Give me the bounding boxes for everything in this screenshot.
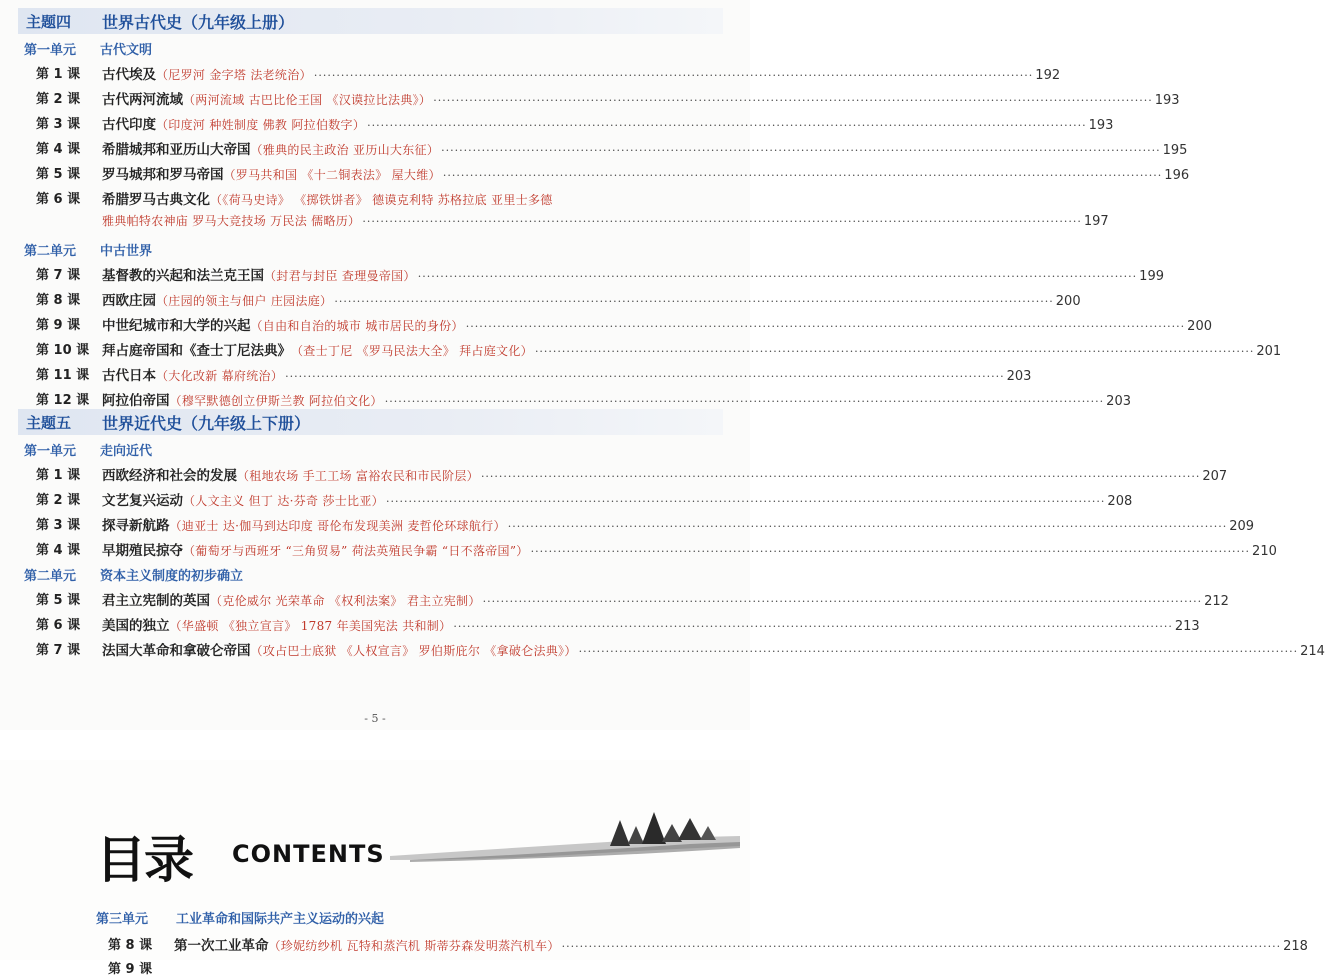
page-ref: 193 (1088, 118, 1114, 133)
lesson-number: 第 5 课 (36, 167, 81, 182)
unit-name: 古代文明 (100, 43, 153, 58)
toc-entry[interactable] (0, 539, 1277, 559)
page-ref: 210 (1252, 544, 1277, 559)
lesson-title: 美国的独立 (102, 618, 170, 634)
theme-number: 主题五 (26, 414, 72, 432)
lesson-keywords: （两河流域 古巴比伦王国 《汉谟拉比法典》） (183, 93, 432, 107)
lesson-title: 早期殖民掠夺 (102, 543, 183, 559)
toc-page-next (0, 760, 1308, 977)
unit-name: 工业革命和国际共产主义运动的兴起 (176, 912, 385, 927)
dot-leader (481, 595, 1204, 608)
page-ref: 213 (1174, 619, 1200, 634)
lesson-title: 古代两河流域 (102, 92, 183, 108)
dot-leader (283, 370, 1006, 383)
lesson-title: 罗马城邦和罗马帝国 (102, 167, 224, 183)
unit-number: 第三单元 (96, 912, 149, 927)
toc-entry[interactable] (0, 489, 1133, 509)
unit-header (24, 39, 153, 58)
lesson-number: 第 9 课 (108, 962, 153, 977)
toc-entry[interactable] (0, 163, 1190, 183)
toc-entry[interactable] (0, 188, 700, 208)
page-ref: 214 (1300, 644, 1325, 659)
page-ref: 200 (1055, 294, 1081, 309)
lesson-number: 第 7 课 (36, 643, 81, 658)
toc-entry[interactable] (0, 314, 1212, 334)
lesson-keywords: （攻占巴士底狱 《人权宣言》 罗伯斯庇尔 《拿破仑法典》） (250, 644, 577, 658)
lesson-title: 西欧庄园 (102, 293, 156, 309)
lesson-title: 希腊罗马古典文化 (102, 192, 210, 208)
lesson-title: 古代日本 (102, 368, 156, 384)
dot-leader (383, 395, 1106, 408)
lesson-number: 第 1 课 (36, 468, 81, 483)
lesson-number: 第 1 课 (36, 67, 81, 82)
heading-en: CONTENTS (232, 840, 385, 868)
lesson-keywords: （租地农场 手工工场 富裕农民和市民阶层） (237, 469, 479, 483)
toc-entry[interactable] (0, 514, 1255, 534)
dot-leader (560, 940, 1283, 953)
page-ref: 197 (1083, 214, 1109, 229)
page-ref: 203 (1106, 394, 1131, 409)
lesson-keywords: （自由和自治的城市 城市居民的身份） (250, 319, 464, 333)
page-ref: 208 (1107, 494, 1133, 509)
dot-leader (577, 645, 1300, 658)
heading-cn: 目录 (96, 831, 192, 889)
toc-entry[interactable] (0, 389, 1131, 409)
lesson-number: 第 12 课 (36, 393, 90, 408)
unit-header (96, 908, 385, 927)
tree-swoosh-decoration (390, 810, 740, 880)
toc-entry[interactable] (0, 113, 1114, 133)
toc-entry[interactable] (0, 63, 1061, 83)
lesson-title: 基督教的兴起和法兰克王国 (102, 268, 264, 284)
page-ref: 199 (1139, 269, 1164, 284)
lesson-keywords: （封君与封臣 查理曼帝国） (264, 269, 416, 283)
lesson-number: 第 3 课 (36, 117, 81, 132)
toc-entry[interactable] (0, 464, 1228, 484)
lesson-keywords: （印度河 种姓制度 佛教 阿拉伯数字） (156, 118, 366, 132)
lesson-keywords: （大化改新 幕府统治） (156, 369, 284, 383)
dot-leader (312, 69, 1035, 82)
unit-number: 第二单元 (24, 569, 77, 584)
toc-entry[interactable] (0, 138, 1188, 158)
toc-entry[interactable] (108, 934, 1308, 954)
toc-entry-continuation (102, 212, 1109, 229)
unit-name: 走向近代 (100, 444, 153, 459)
lesson-number: 第 8 课 (36, 293, 81, 308)
page-ref: 201 (1256, 344, 1282, 359)
lesson-title: 阿拉伯帝国 (102, 393, 170, 409)
lesson-title: 拜占庭帝国和《查士丁尼法典》 (102, 343, 291, 359)
lesson-keywords: （《荷马史诗》 《掷铁饼者》 德谟克利特 苏格拉底 亚里士多德 (210, 193, 553, 207)
page-ref: 195 (1162, 143, 1188, 158)
theme-title: 世界古代史（九年级上册） (102, 13, 295, 32)
dot-leader (365, 119, 1088, 132)
dot-leader (479, 470, 1202, 483)
toc-entry[interactable] (0, 639, 1325, 659)
unit-name: 资本主义制度的初步确立 (100, 569, 244, 584)
dot-leader (431, 94, 1154, 107)
lesson-title: 希腊城邦和亚历山大帝国 (102, 142, 251, 158)
toc-entry[interactable] (0, 289, 1081, 309)
lesson-keywords: （人文主义 但丁 达·芬奇 莎士比亚） (183, 494, 384, 508)
lesson-keywords: （华盛顿 《独立宣言》 1787 年美国宪法 共和制） (169, 619, 452, 633)
page-ref: 218 (1283, 939, 1308, 954)
page-number: - 5 - (364, 712, 386, 725)
toc-entry[interactable] (0, 339, 1282, 359)
lesson-keywords: （穆罕默德创立伊斯兰教 阿拉伯文化） (169, 394, 383, 408)
unit-name: 中古世界 (100, 244, 153, 259)
page-ref: 196 (1164, 168, 1190, 183)
dot-leader (464, 320, 1187, 333)
lesson-title: 中世纪城市和大学的兴起 (102, 318, 251, 334)
theme-number: 主题四 (26, 13, 72, 31)
dot-leader (533, 345, 1256, 358)
lesson-keywords: （克伦威尔 光荣革命 《权利法案》 君主立宪制） (210, 594, 481, 608)
dot-leader (360, 215, 1083, 228)
dot-leader (451, 620, 1174, 633)
page-ref: 212 (1204, 594, 1229, 609)
toc-entry[interactable] (0, 589, 1229, 609)
lesson-keywords: （尼罗河 金字塔 法老统治） (156, 68, 312, 82)
toc-entry[interactable] (0, 614, 1200, 634)
page-ref: 207 (1202, 469, 1228, 484)
dot-leader (332, 295, 1055, 308)
page-ref: 192 (1035, 68, 1061, 83)
lesson-title: 西欧经济和社会的发展 (102, 468, 237, 484)
theme-header (18, 8, 723, 34)
page-ref: 209 (1229, 519, 1255, 534)
lesson-number: 第 5 课 (36, 593, 81, 608)
lesson-number: 第 9 课 (36, 318, 81, 333)
lesson-keywords: （葡萄牙与西班牙 “三角贸易” 荷法英殖民争霸 “日不落帝国”） (183, 544, 529, 558)
lesson-number: 第 4 课 (36, 543, 81, 558)
lesson-keywords: （迪亚士 达·伽马到达印度 哥伦布发现美洲 麦哲伦环球航行） (169, 519, 506, 533)
lesson-number: 第 4 课 (36, 142, 81, 157)
page-ref: 203 (1006, 369, 1032, 384)
unit-number: 第二单元 (24, 244, 77, 259)
lesson-number: 第 2 课 (36, 493, 81, 508)
toc-entry[interactable] (0, 264, 1164, 284)
lesson-title: 探寻新航路 (102, 518, 170, 534)
page-ref: 193 (1154, 93, 1180, 108)
lesson-keywords: （珍妮纺纱机 瓦特和蒸汽机 斯蒂芬森发明蒸汽机车） (268, 939, 560, 953)
theme-title: 世界近代史（九年级上下册） (102, 414, 311, 433)
lesson-title: 文艺复兴运动 (102, 493, 183, 509)
dot-leader (529, 545, 1252, 558)
lesson-number: 第 10 课 (36, 343, 90, 358)
toc-entry[interactable] (0, 364, 1032, 384)
dot-leader (416, 270, 1139, 283)
page-ref: 200 (1187, 319, 1212, 334)
lesson-title: 君主立宪制的英国 (102, 593, 210, 609)
lesson-keywords: （庄园的领主与佃户 庄园法庭） (156, 294, 333, 308)
toc-entry-cutoff (108, 958, 748, 977)
lesson-title: 古代印度 (102, 117, 156, 133)
page-gap (0, 730, 750, 760)
toc-entry[interactable] (0, 88, 1180, 108)
lesson-title: 第一次工业革命 (174, 938, 269, 954)
lesson-number: 第 7 课 (36, 268, 81, 283)
dot-leader (441, 169, 1164, 182)
lesson-number: 第 2 课 (36, 92, 81, 107)
lesson-keywords: （罗马共和国 《十二铜表法》 屋大维） (223, 168, 441, 182)
lesson-keywords: （雅典的民主政治 亚历山大东征） (250, 143, 440, 157)
lesson-number: 第 6 课 (36, 618, 81, 633)
lesson-title: 法国大革命和拿破仑帝国 (102, 643, 251, 659)
theme-header (18, 409, 723, 435)
lesson-keywords: （查士丁尼 《罗马民法大全》 拜占庭文化） (291, 344, 533, 358)
unit-number: 第一单元 (24, 444, 77, 459)
lesson-title: 古代埃及 (102, 67, 156, 83)
lesson-number: 第 8 课 (108, 938, 153, 953)
lesson-number: 第 6 课 (36, 192, 81, 207)
lesson-keywords-continued: 雅典帕特农神庙 罗马大竞技场 万民法 儒略历） (102, 214, 361, 228)
unit-header (24, 240, 153, 259)
lesson-number: 第 3 课 (36, 518, 81, 533)
dot-leader (384, 495, 1107, 508)
dot-leader (439, 144, 1162, 157)
unit-header (24, 440, 153, 459)
unit-header (24, 565, 244, 584)
unit-number: 第一单元 (24, 43, 77, 58)
lesson-number: 第 11 课 (36, 368, 90, 383)
dot-leader (506, 520, 1229, 533)
